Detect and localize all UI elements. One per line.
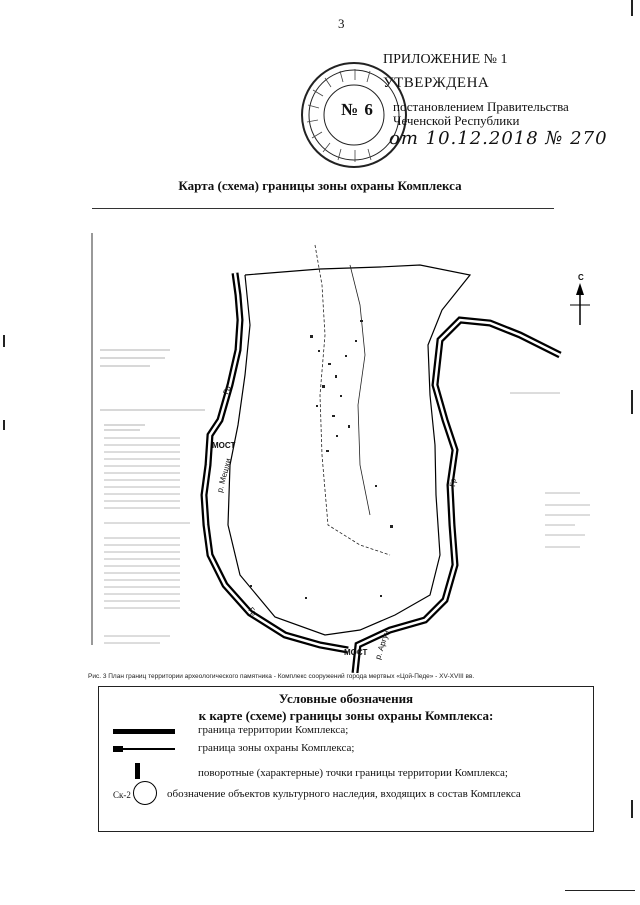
legend-item-territory: граница территории Комплекса; (198, 724, 349, 736)
margin-mark (631, 390, 633, 414)
gr-label-2: Гр (246, 605, 259, 618)
legend-item-protection-zone: граница зоны охраны Комплекса; (198, 742, 355, 754)
margin-mark (3, 420, 5, 430)
heritage-object-circle-icon (133, 781, 157, 805)
territory-line-inner (350, 265, 370, 515)
divider (92, 208, 554, 209)
legend-subtitle: к карте (схеме) границы зоны охраны Комплекса: (198, 708, 494, 723)
legend-title: Условные обозначения (278, 691, 414, 706)
map-caption: Рис. 3 План границ территории археологического памятника - Комплекс сооружений города мертвых «Цой-Педе» - XV-XVIII вв. (88, 673, 475, 680)
stamp-number: № 6 (341, 100, 374, 119)
margin-mark (3, 335, 5, 347)
map-title: Карта (схема) границы зоны охраны Комплекса (178, 178, 462, 193)
heritage-object-code: Ск-2 (113, 790, 131, 800)
heritage-objects (250, 320, 393, 599)
argun-river-label: р. Аргун (373, 629, 392, 661)
map-legend-small (510, 393, 590, 547)
page-number: 3 (338, 16, 345, 31)
north-label: С (578, 273, 584, 282)
legend-item-heritage-objects: обозначение объектов культурного наследия, входящих в состав Комплекса (167, 788, 521, 800)
margin-mark (631, 800, 633, 818)
legend-item-turning-points: поворотные (характерные) точки границы территории Комплекса; (198, 767, 508, 779)
margin-mark (631, 0, 633, 16)
appendix-title: ПРИЛОЖЕНИЕ № 1 (383, 52, 508, 67)
protection-zone-symbol-end (113, 746, 123, 752)
legend-box (98, 686, 594, 832)
bottom-line (565, 890, 635, 891)
bridge-top-label: МОСТ (212, 441, 236, 450)
coordinates-table-2 (104, 438, 180, 508)
gr-label-1: Гр (221, 384, 233, 396)
approval-authority: постановлением Правительства (393, 99, 569, 114)
argun-river-boundary (355, 320, 560, 673)
approval-republic: Чеченской Республики (393, 113, 520, 128)
bridge-bottom-label: МОСТ (344, 648, 368, 657)
north-arrow (570, 283, 590, 325)
meshkhi-river-label: р. Мешхи (215, 457, 233, 494)
argun-river-inner (355, 320, 560, 673)
approved-label: УТВЕРЖДЕНА (383, 75, 490, 91)
territory-boundary-symbol (113, 729, 175, 734)
territory-line (315, 245, 390, 555)
coordinates-table-3 (104, 523, 190, 643)
boundary-map (90, 225, 608, 673)
gr-label-3: Гр (448, 478, 458, 488)
approval-date: от 10.12.2018 № 270 (389, 128, 608, 149)
coordinates-table-1 (100, 350, 205, 430)
turning-point-symbol (135, 763, 140, 779)
protection-zone-boundary (228, 265, 470, 635)
